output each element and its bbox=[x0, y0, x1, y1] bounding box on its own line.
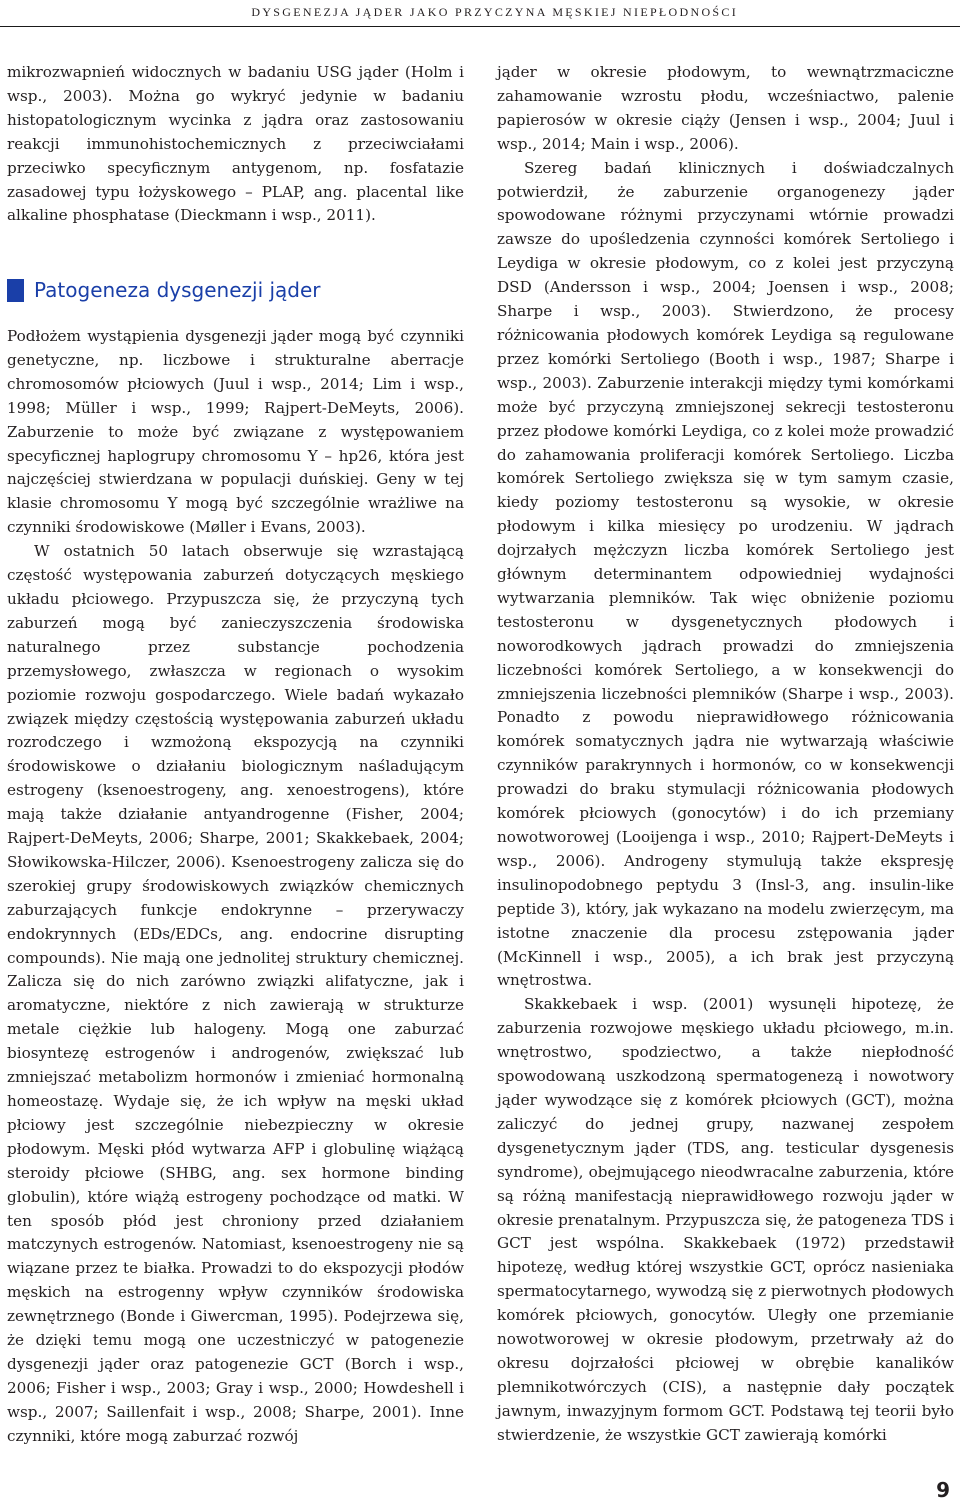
right-paragraph-2: Szereg badań klinicznych i doświadczalnych potwierdził, że zaburzenie organogenezy jąder spowodowane różnymi przyczynami wtórnie prowadzi zawsze do upośledzenia czynności komórek Sertoliego i Leydiga w okresie płodowym, co z kolei jest przyczyną DSD (Andersson i wsp., 2004; Joensen i wsp., 2008; Sharpe i wsp., 2003). Stwierdzono, że procesy różnicowania płodowych komórek Leydiga są regulowane przez komórki Sertoliego (Booth i wsp., 1987; Sharpe i wsp., 2003). Zaburzenie interakcji między tymi komórkami może być przyczyną zmniejszonej sekrecji testosteronu przez płodowe komórki Leydiga, co z kolei może prowadzić do zahamowania proliferacji komórek Sertoliego. Liczba komórek Sertoliego zwiększa się w tym samym czasie, kiedy poziomy testosteronu są wysokie, w okresie płodowym i kilka miesięcy po urodzeniu. W jądrach dojrzałych mężczyzn liczba komórek Sertoliego jest głównym determinantem odpowiedniej wydajności wytwarzania plemników. Tak więc obniżenie poziomu testosteronu w dysgenetycznych płodowych i noworodkowych jądrach prowadzi do zmniejszenia liczebności komórek Sertoliego, a w konsekwencji do zmniejszenia liczebności plemników (Sharpe i wsp., 2003). Ponadto z powodu nieprawidłowego różnicowania komórek somatycznych jądra nie wytwarzają właściwie czynników parakrynnych i hormonów, co w konsekwencji prowadzi do braku stymulacji różnicowania płodowych komórek płciowych (gonocytów) i do ich przemiany nowotworowej (Looijenga i wsp., 2010; Rajpert-DeMeyts i wsp., 2006). Androgeny stymulują także ekspresję insulinopodobnego peptydu 3 (Insl-3, ang. insulin-like peptide 3), który, jak wykazano na modelu zwierzęcym, ma istotne znaczenie dla procesu zstępowania jąder (McKinnell i wsp., 2005), a ich brak jest przyczyną wnętrostwa. bbox=[497, 158, 954, 990]
section-title: Patogeneza dysgenezji jąder bbox=[34, 278, 321, 302]
running-title: DYSGENEZJA JĄDER JAKO PRZYCZYNA MĘSKIEJ NIEPŁODNOŚCI bbox=[251, 5, 738, 19]
left-paragraph-2: Podłożem wystąpienia dysgenezji jąder mogą być czynniki genetyczne, np. liczbowe i strukturalne aberracje chromosomów płciowych (Juul i wsp., 2014; Lim i wsp., 1998; Müller i wsp., 1999; Rajpert-DeMeyts, 2006). Zaburzenie to może być związane z występowaniem specyficznej haplogrupy chromosomu Y – hp26, która jest najczęściej stwierdzana w populacji duńskiej. Geny w tej klasie chromosomu Y mogą być szczególnie wrażliwe na czynniki środowiskowe (Møller i Evans, 2003). bbox=[7, 327, 464, 537]
left-column bbox=[7, 61, 464, 228]
left-paragraph-1: mikrozwapnień widocznych w badaniu USG jąder (Holm i wsp., 2003). Można go wykryć jedynie w badaniu histopatologicznym wycinka z jądra oraz zastosowaniu reakcji immunohistochemicznych z przeciwciałami przeciwko specyficznym antygenom, np. fosfatazie zasadowej typu łożyskowego – PLAP, ang. placental like alkaline phosphatase (Dieckmann i wsp., 2011). bbox=[7, 63, 464, 225]
section-heading bbox=[7, 276, 464, 306]
left-column-body bbox=[7, 325, 464, 1449]
left-paragraph-3: W ostatnich 50 latach obserwuje się wzrastającą częstość występowania zaburzeń dotyczących męskiego układu płciowego. Przypuszcza się, że przyczyną tych zaburzeń mogą być zanieczyszczenia środowiska naturalnego przez substancje pochodzenia przemysłowego, zwłaszcza w regionach o wysokim poziomie rozwoju gospodarczego. Wiele badań wykazało związek między częstością występowania zaburzeń układu rozrodczego i wzmożoną ekspozycją na czynniki środowiskowe o działaniu biologicznym naśladującym estrogeny (ksenoestrogeny, ang. xenoestrogens), które mają także działanie antyandrogenne (Fisher, 2004; Rajpert-DeMeyts, 2006; Sharpe, 2001; Skakkebaek, 2004; Słowikowska-Hilczer, 2006). Ksenoestrogeny zalicza się do szerokiej grupy środowiskowych związków chemicznych zaburzających funkcje endokrynne – przerywaczy endokrynnych (EDs/EDCs, ang. endocrine disrupting compounds). Nie mają one jednolitej struktury chemicznej. Zalicza się do nich zarówno związki alifatyczne, jak i aromatyczne, niektóre z nich zawierają w strukturze metale ciężkie lub halogeny. Mogą one zaburzać biosyntezę estrogenów i androgenów, zwiększać lub zmniejszać metabolizm hormonów i zmieniać hormonalną homeostazę. Wydaje się, że ich wpływ na męski układ płciowy jest szczególnie niebezpieczny w okresie płodowym. Męski płód wytwarza AFP i globulinę wiążącą steroidy płciowe (SHBG, ang. sex hormone binding globulin), które wiążą estrogeny pochodzące od matki. W ten sposób płód jest chroniony przed działaniem matczynych estrogenów. Natomiast, ksenoestrogeny nie są wiązane przez te białka. Prowadzi to do ekspozycji płodów męskich na estrogenny wpływ czynników środowiska zewnętrznego (Bonde i Giwercman, 1995). Podejrzewa się, że dzięki temu mogą one uczestniczyć w patogenezie dysgenezji jąder oraz patogenezie GCT (Borch i wsp., 2006; Fisher i wsp., 2003; Gray i wsp., 2000; Howdeshell i wsp., 2007; Saillenfait i wsp., 2008; Sharpe, 2001). Inne czynniki, które mogą zaburzać rozwój bbox=[7, 542, 464, 1445]
right-paragraph-3: Skakkebaek i wsp. (2001) wysunęli hipotezę, że zaburzenia rozwojowe męskiego układu płciowego, m.in. wnętrostwo, spodziectwo, a także niepłodność spowodowaną uszkodzoną spermatogenezą i nowotwory jąder wywodzące się z komórek płciowych (GCT), można zaliczyć do jednej grupy, nazwanej zespołem dysgenetycznym jąder (TDS, ang. testicular dysgenesis syndrome), obejmującego nieodwracalne zaburzenia, które są różną manifestacją nieprawidłowego rozwoju jąder w okresie prenatalnym. Przypuszcza się, że patogeneza TDS i GCT jest wspólna. Skakkebaek (1972) przedstawił hipotezę, według której wszystkie GCT, oprócz nasieniaka spermatocytarnego, wywodzą się z pierwotnych płodowych komórek płciowych, gonocytów. Uległy one przemianie nowotworowej w okresie płodowym, przetrwały aż do okresu dojrzałości płciowej w obrębie kanalików plemnikotwórczych (CIS), a następnie dały początek jawnym, inwazyjnym formom GCT. Podstawą tej teorii było stwierdzenie, że wszystkie GCT zawierają komórki bbox=[497, 995, 954, 1444]
right-paragraph-1: jąder w okresie płodowym, to wewnątrzmaciczne zahamowanie wzrostu płodu, wcześniactwo, palenie papierosów w okresie ciąży (Jensen i wsp., 2004; Juul i wsp., 2014; Main i wsp., 2006). bbox=[497, 63, 954, 153]
right-column bbox=[497, 61, 954, 1448]
section-marker-icon bbox=[7, 279, 24, 302]
running-header bbox=[0, 0, 960, 27]
page-number: 9 bbox=[936, 1478, 950, 1502]
